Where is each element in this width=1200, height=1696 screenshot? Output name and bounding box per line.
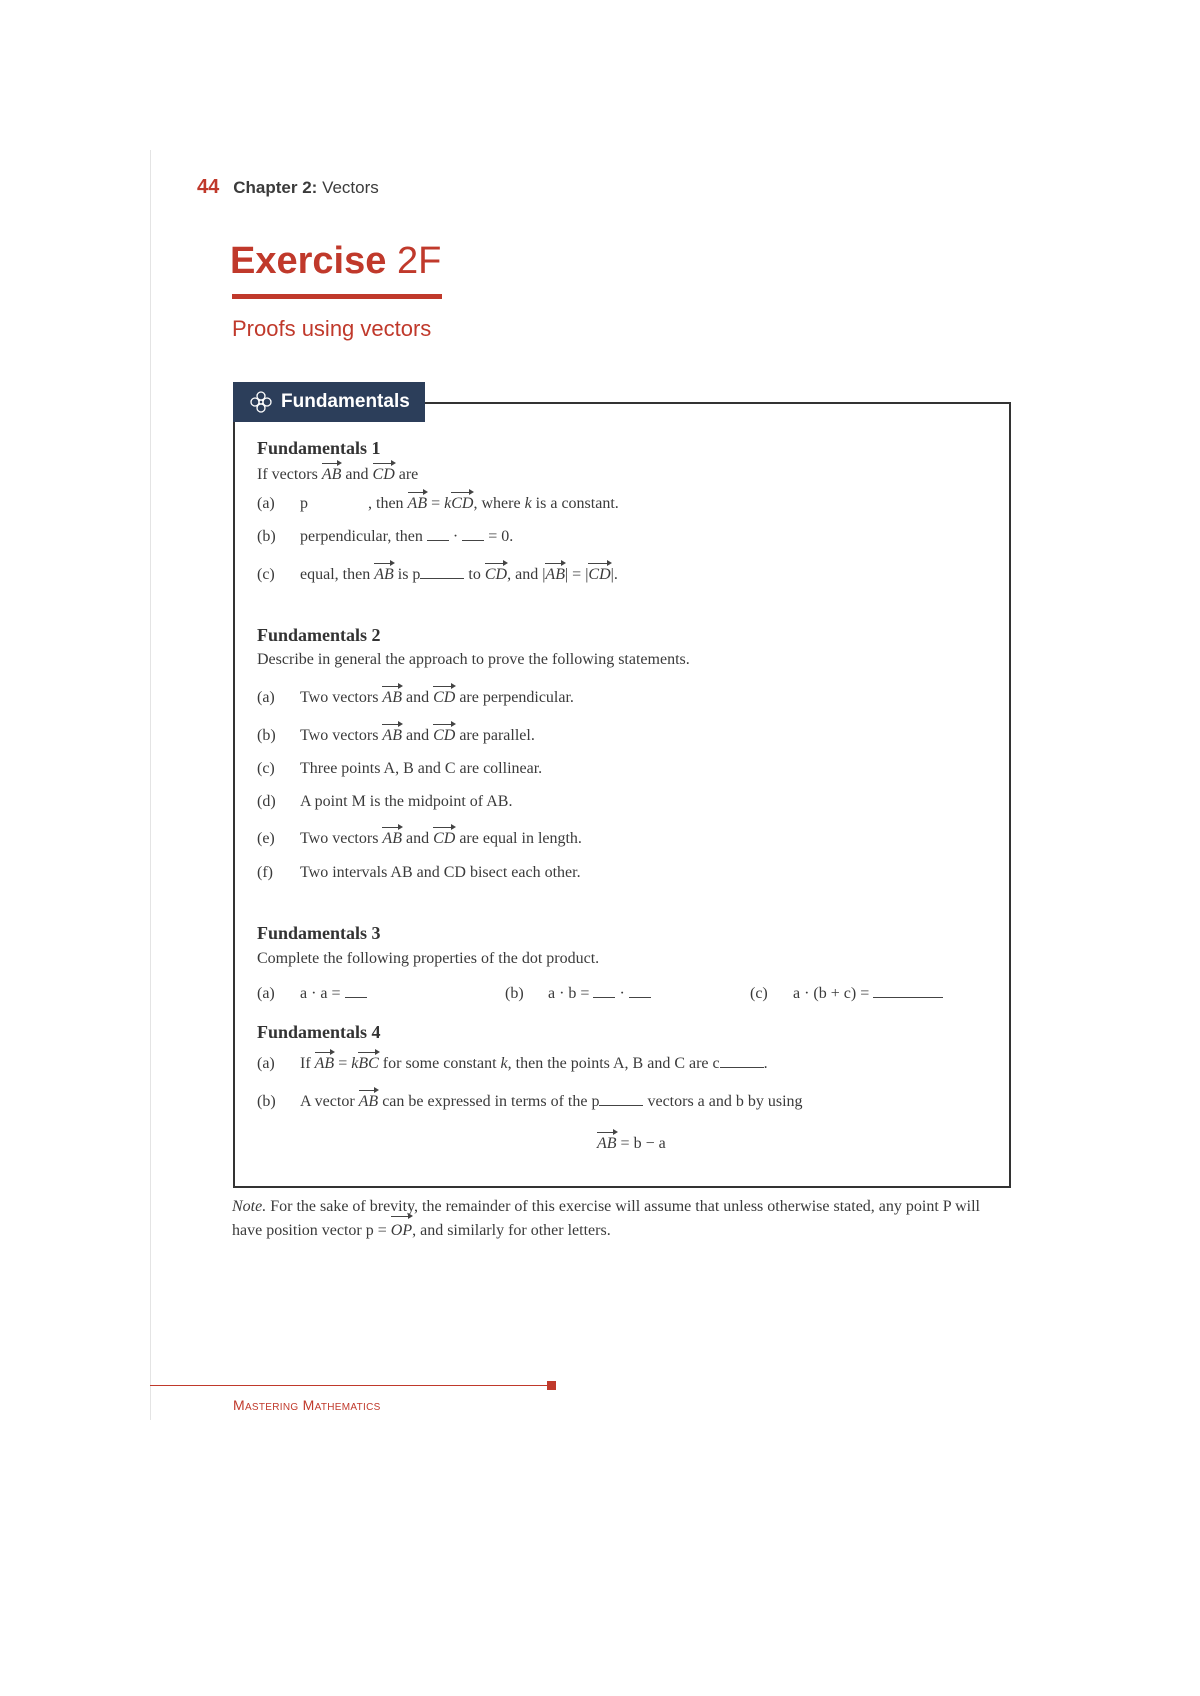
f2-intro: Describe in general the approach to prove the following statements. <box>257 651 690 668</box>
note: Note. For the sake of brevity, the remainder of this exercise will assume that unless otherwise stated, any point P will have position vector p = OP, and similarly for other letters. <box>232 1195 1012 1243</box>
f3-a-label: (a) <box>257 985 275 1002</box>
f2-item-text: Two vectors AB and CD are parallel. <box>300 727 535 744</box>
page-margin-line <box>150 150 151 1420</box>
f3-c-text: a · (b + c) = <box>793 985 943 1003</box>
f1-a-text: p , then AB = kCD, where k is a constant. <box>300 495 619 512</box>
exercise-subtitle: Proofs using vectors <box>232 316 432 341</box>
f3-b-label: (b) <box>505 985 524 1002</box>
f3-b-text: a · b = · <box>548 985 651 1003</box>
f2-item-text: Two vectors AB and CD are perpendicular. <box>300 689 574 706</box>
page-number: 44 <box>197 176 220 198</box>
f2-item-label: (d) <box>257 793 276 810</box>
f2-item-label: (e) <box>257 830 275 847</box>
f2-item-text: A point M is the midpoint of AB. <box>300 793 513 810</box>
flower-icon <box>249 390 273 414</box>
f4-b-text: A vector AB can be expressed in terms of the p vectors a and b by using <box>300 1093 803 1110</box>
f1-a-label: (a) <box>257 495 275 512</box>
fundamentals-tab <box>233 382 425 422</box>
footer-marker <box>547 1381 556 1390</box>
chapter-title: Vectors <box>322 178 379 197</box>
f4-a-text: If AB = kBC for some constant k, then the points A, B and C are c . <box>300 1055 768 1072</box>
f4-a-label: (a) <box>257 1055 275 1072</box>
f1-title: Fundamentals 1 <box>257 438 381 458</box>
fundamentals-tab-label: Fundamentals <box>281 391 410 412</box>
f2-item-text: Two intervals AB and CD bisect each other. <box>300 864 581 881</box>
f3-intro: Complete the following properties of the dot product. <box>257 950 600 967</box>
f1-c-label: (c) <box>257 566 275 583</box>
f2-item-text: Three points A, B and C are collinear. <box>300 760 543 777</box>
f4-title: Fundamentals 4 <box>257 1022 381 1042</box>
footer-rule <box>150 1385 555 1386</box>
f2-item-label: (c) <box>257 760 275 777</box>
chapter-heading <box>233 178 379 198</box>
f3-c-label: (c) <box>750 985 768 1002</box>
f2-item-text: Two vectors AB and CD are equal in length. <box>300 830 582 847</box>
exercise-title <box>230 240 441 283</box>
f2-item-label: (a) <box>257 689 275 706</box>
title-rule <box>232 294 442 299</box>
f1-c-text: equal, then AB is p to CD, and |AB| = |CD|. <box>300 566 618 583</box>
f1-b-label: (b) <box>257 528 276 545</box>
f2-item-label: (f) <box>257 864 273 881</box>
f2-title: Fundamentals 2 <box>257 625 381 645</box>
exercise-number: 2F <box>396 240 442 282</box>
footer-title: Mastering Mathematics <box>233 1397 381 1413</box>
f1-intro: If vectors AB and CD are <box>257 466 419 483</box>
f3-a-text: a · a = <box>300 985 367 1003</box>
running-head <box>197 176 379 199</box>
f3-title: Fundamentals 3 <box>257 923 381 943</box>
f4-formula: AB = b − a <box>597 1135 666 1152</box>
f1-b-text: perpendicular, then · = 0. <box>300 528 514 545</box>
f2-item-label: (b) <box>257 727 276 744</box>
f4-b-label: (b) <box>257 1093 276 1110</box>
exercise-word: Exercise <box>230 240 387 282</box>
chapter-label: Chapter 2: <box>233 178 318 197</box>
